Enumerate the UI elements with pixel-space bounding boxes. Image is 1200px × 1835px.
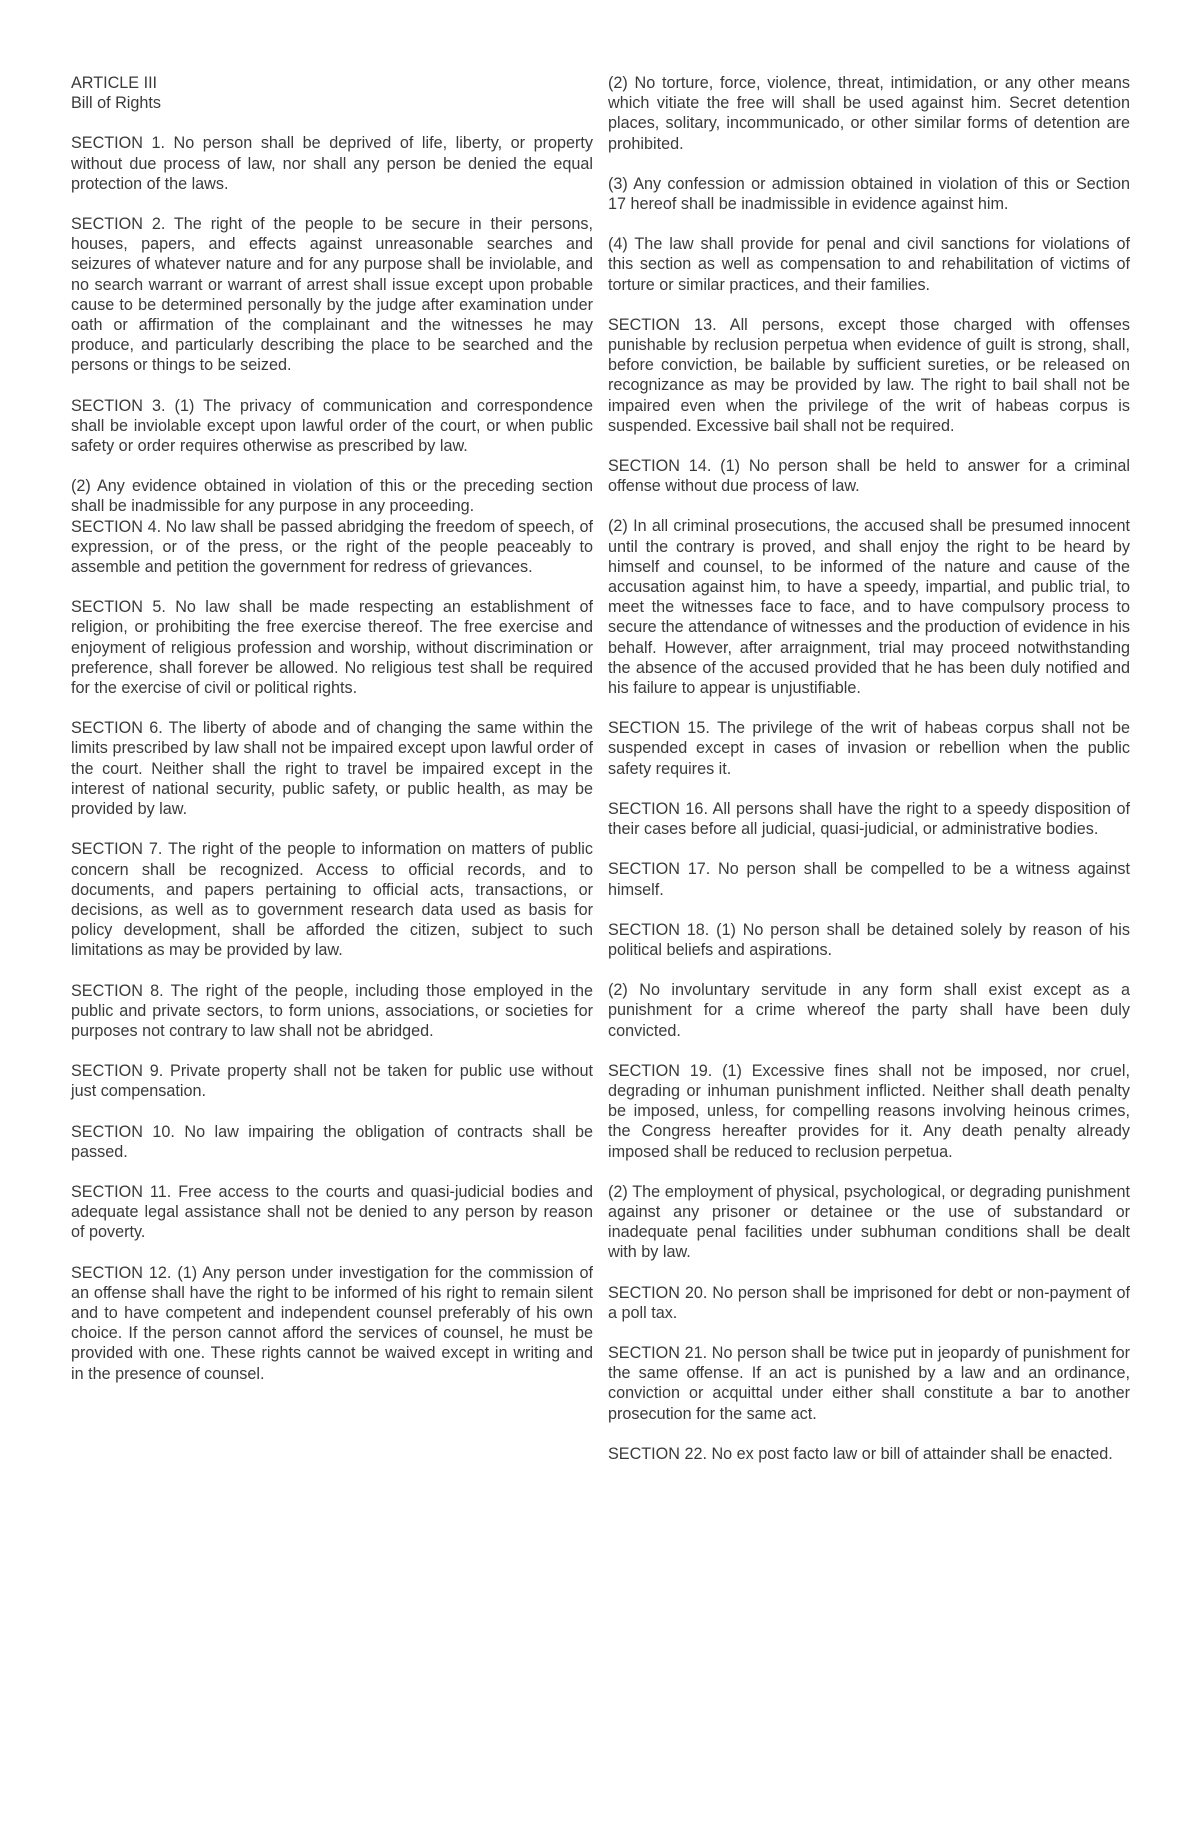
section-6: SECTION 6. The liberty of abode and of changing the same within the limits prescribed by law shall not be impaired except upon lawful order of the court. Neither shall the right to travel be impaired except in the interest of national security, public safety, or public health, as may be provided by law. [71, 719, 593, 819]
section-22: SECTION 22. No ex post facto law or bill of attainder shall be enacted. [608, 1444, 1113, 1463]
article-title: ARTICLE III [71, 74, 158, 92]
section-20: SECTION 20. No person shall be imprisoned for debt or non-payment of a poll tax. [608, 1283, 1130, 1322]
section-13: SECTION 13. All persons, except those charged with offenses punishable by reclusion perpetua when evidence of guilt is strong, shall, before conviction, be bailable by sufficient sureties, or be released on recognizance as may be provided by law. The right to bail shall not be impaired even when the privilege of the writ of habeas corpus is suspended. Excessive bail shall not be required. [608, 315, 1130, 435]
left-column [71, 73, 593, 1404]
section-10: SECTION 10. No law impairing the obligation of contracts shall be passed. [71, 1122, 593, 1161]
section-14-2: (2) In all criminal prosecutions, the accused shall be presumed innocent until the contrary is proved, and shall enjoy the right to be heard by himself and counsel, to be informed of the nature and cause of the accusation against him, to have a speedy, impartial, and public trial, to meet the witnesses face to face, and to have compulsory process to secure the attendance of witnesses and the production of evidence in his behalf. However, after arraignment, trial may proceed notwithstanding the absence of the accused provided that he has been duly notified and his failure to appear is unjustifiable. [608, 517, 1130, 698]
article-subtitle: Bill of Rights [71, 94, 161, 113]
section-18-2: (2) No involuntary servitude in any form shall exist except as a punishment for a crime whereof the party shall have been duly convicted. [608, 981, 1130, 1040]
section-9: SECTION 9. Private property shall not be taken for public use without just compensation. [71, 1062, 593, 1101]
section-18-1: SECTION 18. (1) No person shall be detained solely by reason of his political beliefs and aspirations. [608, 920, 1130, 959]
section-17: SECTION 17. No person shall be compelled to be a witness against himself. [608, 860, 1130, 899]
section-4: SECTION 4. No law shall be passed abridging the freedom of speech, of expression, or of the press, or the right of the people peaceably to assemble and petition the government for redress of grievances. [71, 517, 593, 577]
section-12-2: (2) No torture, force, violence, threat, intimidation, or any other means which vitiate the free will shall be used against him. Secret detention places, solitary, incommunicado, or other similar forms of detention are prohibited. [608, 74, 1130, 153]
section-5: SECTION 5. No law shall be made respecting an establishment of religion, or prohibiting the free exercise thereof. The free exercise and enjoyment of religious profession and worship, without discrimination or preference, shall forever be allowed. No religious test shall be required for the exercise of civil or political rights. [71, 598, 593, 698]
section-12-4: (4) The law shall provide for penal and civil sanctions for violations of this section as well as compensation to and rehabilitation of victims of torture or similar practices, and their families. [608, 235, 1130, 294]
section-8: SECTION 8. The right of the people, including those employed in the public and private sectors, to form unions, associations, or societies for purposes not contrary to law shall not be abridged. [71, 981, 593, 1040]
section-11: SECTION 11. Free access to the courts and quasi-judicial bodies and adequate legal assistance shall not be denied to any person by reason of poverty. [71, 1182, 593, 1242]
article-heading [71, 73, 593, 113]
section-3-1: SECTION 3. (1) The privacy of communication and correspondence shall be inviolable except upon lawful order of the court, or when public safety or order requires otherwise as prescribed by law. [71, 396, 593, 456]
section-2: SECTION 2. The right of the people to be secure in their persons, houses, papers, and effects against unreasonable searches and seizures of whatever nature and for any purpose shall be inviolable, and no search warrant or warrant of arrest shall issue except upon probable cause to be determined personally by the judge after examination under oath or affirmation of the complainant and the witnesses he may produce, and particularly describing the place to be searched and the persons or things to be seized. [71, 215, 593, 375]
section-7: SECTION 7. The right of the people to information on matters of public concern shall be recognized. Access to official records, and to documents, and papers pertaining to official acts, transactions, or decisions, as well as to government research data used as basis for policy development, shall be afforded the citizen, subject to such limitations as may be provided by law. [71, 840, 593, 960]
section-3-2: (2) Any evidence obtained in violation of this or the preceding section shall be inadmissible for any purpose in any proceeding. [71, 477, 593, 516]
section-1: SECTION 1. No person shall be deprived of life, liberty, or property without due process of law, nor shall any person be denied the equal protection of the laws. [71, 134, 593, 193]
section-12-1: SECTION 12. (1) Any person under investigation for the commission of an offense shall have the right to be informed of his right to remain silent and to have competent and independent counsel preferably of his own choice. If the person cannot afford the services of counsel, he must be provided with one. These rights cannot be waived except in writing and in the presence of counsel. [71, 1263, 593, 1383]
section-16: SECTION 16. All persons shall have the right to a speedy disposition of their cases before all judicial, quasi-judicial, or administrative bodies. [608, 799, 1130, 839]
section-21: SECTION 21. No person shall be twice put in jeopardy of punishment for the same offense. If an act is punished by a law and an ordinance, conviction or acquittal under either shall constitute a bar to another prosecution for the same act. [608, 1343, 1130, 1423]
section-19-2: (2) The employment of physical, psychological, or degrading punishment against any prisoner or detainee or the use of substandard or inadequate penal facilities under subhuman conditions shall be dealt with by law. [608, 1182, 1130, 1262]
section-14-1: SECTION 14. (1) No person shall be held to answer for a criminal offense without due process of law. [608, 457, 1130, 496]
section-12-3: (3) Any confession or admission obtained in violation of this or Section 17 hereof shall be inadmissible in evidence against him. [608, 174, 1130, 214]
section-19-1: SECTION 19. (1) Excessive fines shall not be imposed, nor cruel, degrading or inhuman punishment inflicted. Neither shall death penalty be imposed, unless, for compelling reasons involving heinous crimes, the Congress hereafter provides for it. Any death penalty already imposed shall be reduced to reclusion perpetua. [608, 1061, 1130, 1161]
section-15: SECTION 15. The privilege of the writ of habeas corpus shall not be suspended except in cases of invasion or rebellion when the public safety requires it. [608, 719, 1130, 778]
right-column [608, 73, 1130, 1484]
